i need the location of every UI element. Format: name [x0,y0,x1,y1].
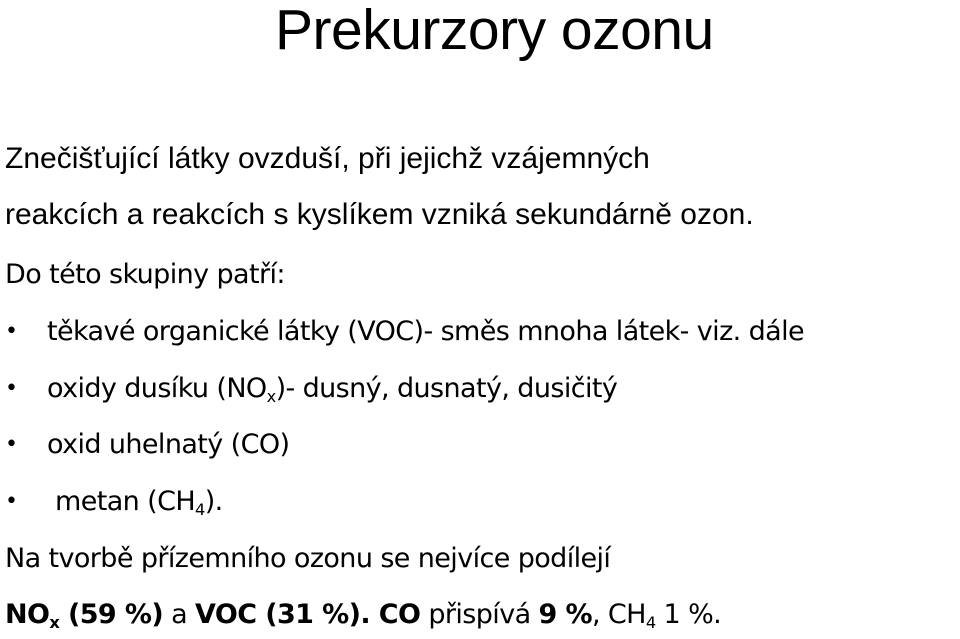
contributes-word: přispívá [420,599,539,630]
slide-title: Prekurzory ozonu [275,0,714,62]
ch4-percent: 1 %. [655,599,722,630]
bullet-glyph: • [5,489,18,514]
nox-suffix: )- dusný, dusnatý, dusičitý [275,373,618,404]
ch4-label: , CH [591,599,646,630]
ch4-subscript: 4 [195,499,205,519]
intro-line-2: reakcích a reakcích s kyslíkem vzniká sekundárně ozon. [5,198,754,231]
ch4-suffix: ). [204,486,223,517]
ch4-label-subscript: 4 [645,612,656,632]
co-percent: 9 % [538,599,592,630]
nox-label: $NO_x$ (59 %) [5,599,164,632]
bullet-text-voc: těkavé organické látky (VOC)- směs mnoha látek- viz. dále [47,316,805,347]
nox-label-subscript: x [49,612,60,632]
co-label: CO [369,599,421,630]
voc-percent: VOC (31 %). [195,599,370,630]
bullet-glyph: • [5,432,18,457]
ch4-prefix: metan (CH [55,486,196,517]
and-word: a [163,599,196,630]
bullet-glyph: • [5,376,18,401]
bullet-text-ch4 [55,485,223,519]
closing-line-2 [5,598,721,632]
nox-prefix: oxidy dusíku (NO [47,373,267,404]
intro-line-1: Znečišťující látky ovzduší, při jejichž vzájemných [5,142,650,175]
nox-percent: (59 %) [59,599,164,630]
bullet-text-co: oxid uhelnatý (CO) [47,429,290,460]
closing-line-1: Na tvorbě přízemního ozonu se nejvíce podílejí [5,543,611,574]
bullet-text-nox [47,372,617,406]
intro-line-3: Do této skupiny patří: [5,259,285,290]
nox-subscript: x [266,386,276,406]
bullet-glyph: • [5,319,18,344]
